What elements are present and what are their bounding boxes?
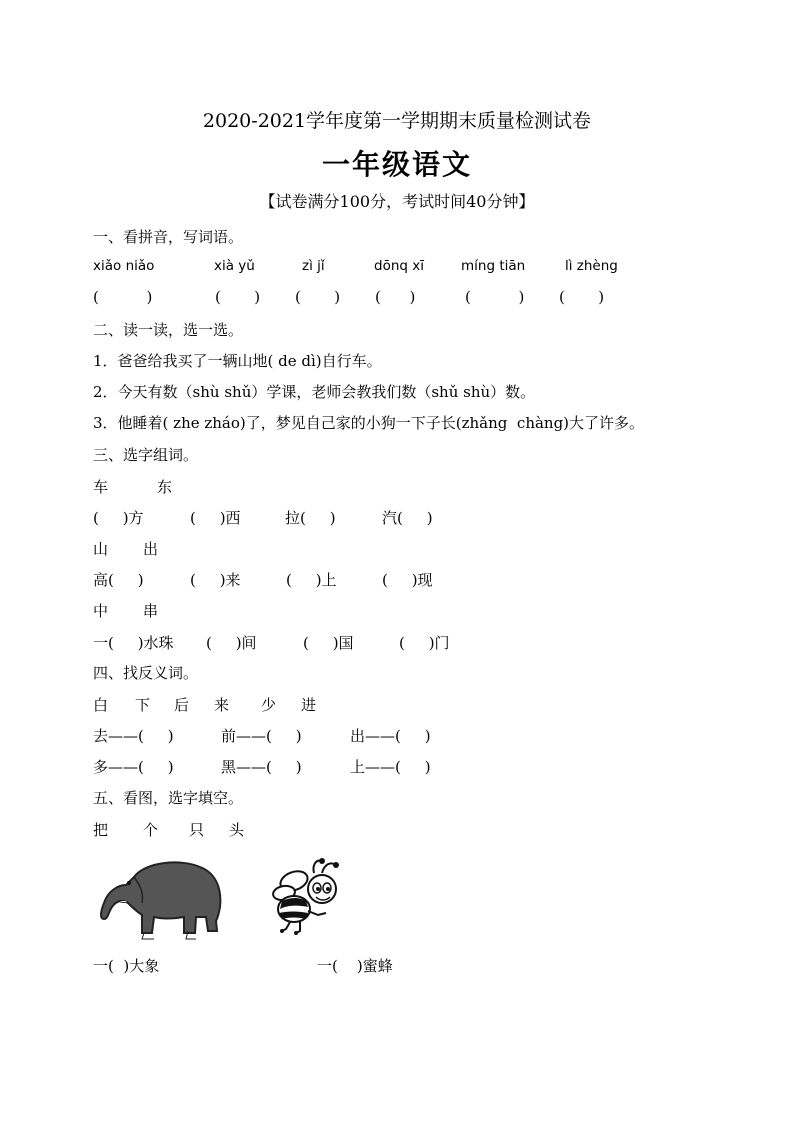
bee-answer-blank[interactable]: 一( )蜜蜂	[317, 957, 393, 975]
word-blank[interactable]: ( )方	[93, 509, 144, 527]
word-blank[interactable]: ( )门	[399, 634, 450, 652]
answer-bracket[interactable]: ( )	[93, 288, 153, 306]
answer-bracket[interactable]: ( )	[215, 288, 261, 306]
char-choice: 东	[157, 478, 173, 496]
section5-heading: 五、看图，选字填空。	[93, 789, 244, 807]
measure-word-choice: 只	[189, 821, 205, 839]
antonym-blank[interactable]: 出——( )	[350, 727, 431, 745]
antonym-blank[interactable]: 前——( )	[221, 727, 302, 745]
word-blank[interactable]: 高( )	[93, 571, 144, 589]
question-item: 2．今天有数（shù shǔ）学课，老师会教我们数（shǔ shù）数。	[93, 383, 536, 401]
section2-heading: 二、读一读，选一选。	[93, 321, 244, 339]
word-blank[interactable]: 汽( )	[382, 509, 433, 527]
word-blank[interactable]: ( )现	[382, 571, 433, 589]
word-blank[interactable]: ( )上	[286, 571, 337, 589]
char-choice: 中	[93, 602, 109, 620]
antonym-choice: 进	[301, 696, 317, 714]
exam-title: 2020-2021学年度第一学期期末质量检测试卷	[202, 110, 592, 132]
measure-word-choice: 把	[93, 821, 109, 839]
answer-bracket[interactable]: ( )	[295, 288, 341, 306]
measure-word-choice: 头	[229, 821, 245, 839]
antonym-blank[interactable]: 多——( )	[93, 758, 174, 776]
antonym-choice: 白	[93, 696, 109, 714]
section3-heading: 三、选字组词。	[93, 446, 199, 464]
word-blank[interactable]: ( )来	[190, 571, 241, 589]
question-item: 3．他睡着( zhe zháo)了，梦见自己家的小狗一下子长(zhǎng chàng)大了许多。	[93, 414, 645, 432]
char-choice: 出	[143, 540, 159, 558]
word-blank[interactable]: 拉( )	[285, 509, 336, 527]
bee-image	[270, 855, 352, 937]
answer-bracket[interactable]: ( )	[559, 288, 605, 306]
word-blank[interactable]: ( )西	[190, 509, 241, 527]
char-choice: 车	[93, 478, 109, 496]
pinyin-item: xià yǔ	[214, 258, 255, 274]
measure-word-choice: 个	[143, 821, 159, 839]
antonym-choice: 少	[261, 696, 277, 714]
char-choice: 山	[93, 540, 109, 558]
pinyin-item: zì jǐ	[302, 258, 325, 274]
pinyin-item: míng tiān	[461, 258, 526, 274]
answer-bracket[interactable]: ( )	[375, 288, 416, 306]
elephant-image	[96, 855, 228, 941]
pinyin-item: dōnq xī	[374, 258, 424, 274]
antonym-blank[interactable]: 黑——( )	[221, 758, 302, 776]
word-blank[interactable]: ( )间	[206, 634, 257, 652]
subject-title: 一年级语文	[321, 148, 472, 181]
answer-bracket[interactable]: ( )	[465, 288, 525, 306]
antonym-blank[interactable]: 去——( )	[93, 727, 174, 745]
antonym-choice: 来	[214, 696, 230, 714]
antonym-choice: 后	[174, 696, 190, 714]
word-blank[interactable]: ( )国	[303, 634, 354, 652]
question-item: 1．爸爸给我买了一辆山地( de dì)自行车。	[93, 352, 382, 370]
word-blank[interactable]: 一( )水珠	[93, 634, 174, 652]
antonym-blank[interactable]: 上——( )	[350, 758, 431, 776]
pinyin-item: lì zhèng	[565, 258, 618, 274]
section4-heading: 四、找反义词。	[93, 664, 199, 682]
pinyin-item: xiǎo niǎo	[93, 258, 155, 274]
section1-heading: 一、看拼音，写词语。	[93, 228, 244, 246]
char-choice: 串	[143, 602, 159, 620]
exam-note: 【试卷满分100分，考试时间40分钟】	[259, 192, 535, 211]
antonym-choice: 下	[135, 696, 151, 714]
elephant-answer-blank[interactable]: 一( )大象	[93, 957, 160, 975]
